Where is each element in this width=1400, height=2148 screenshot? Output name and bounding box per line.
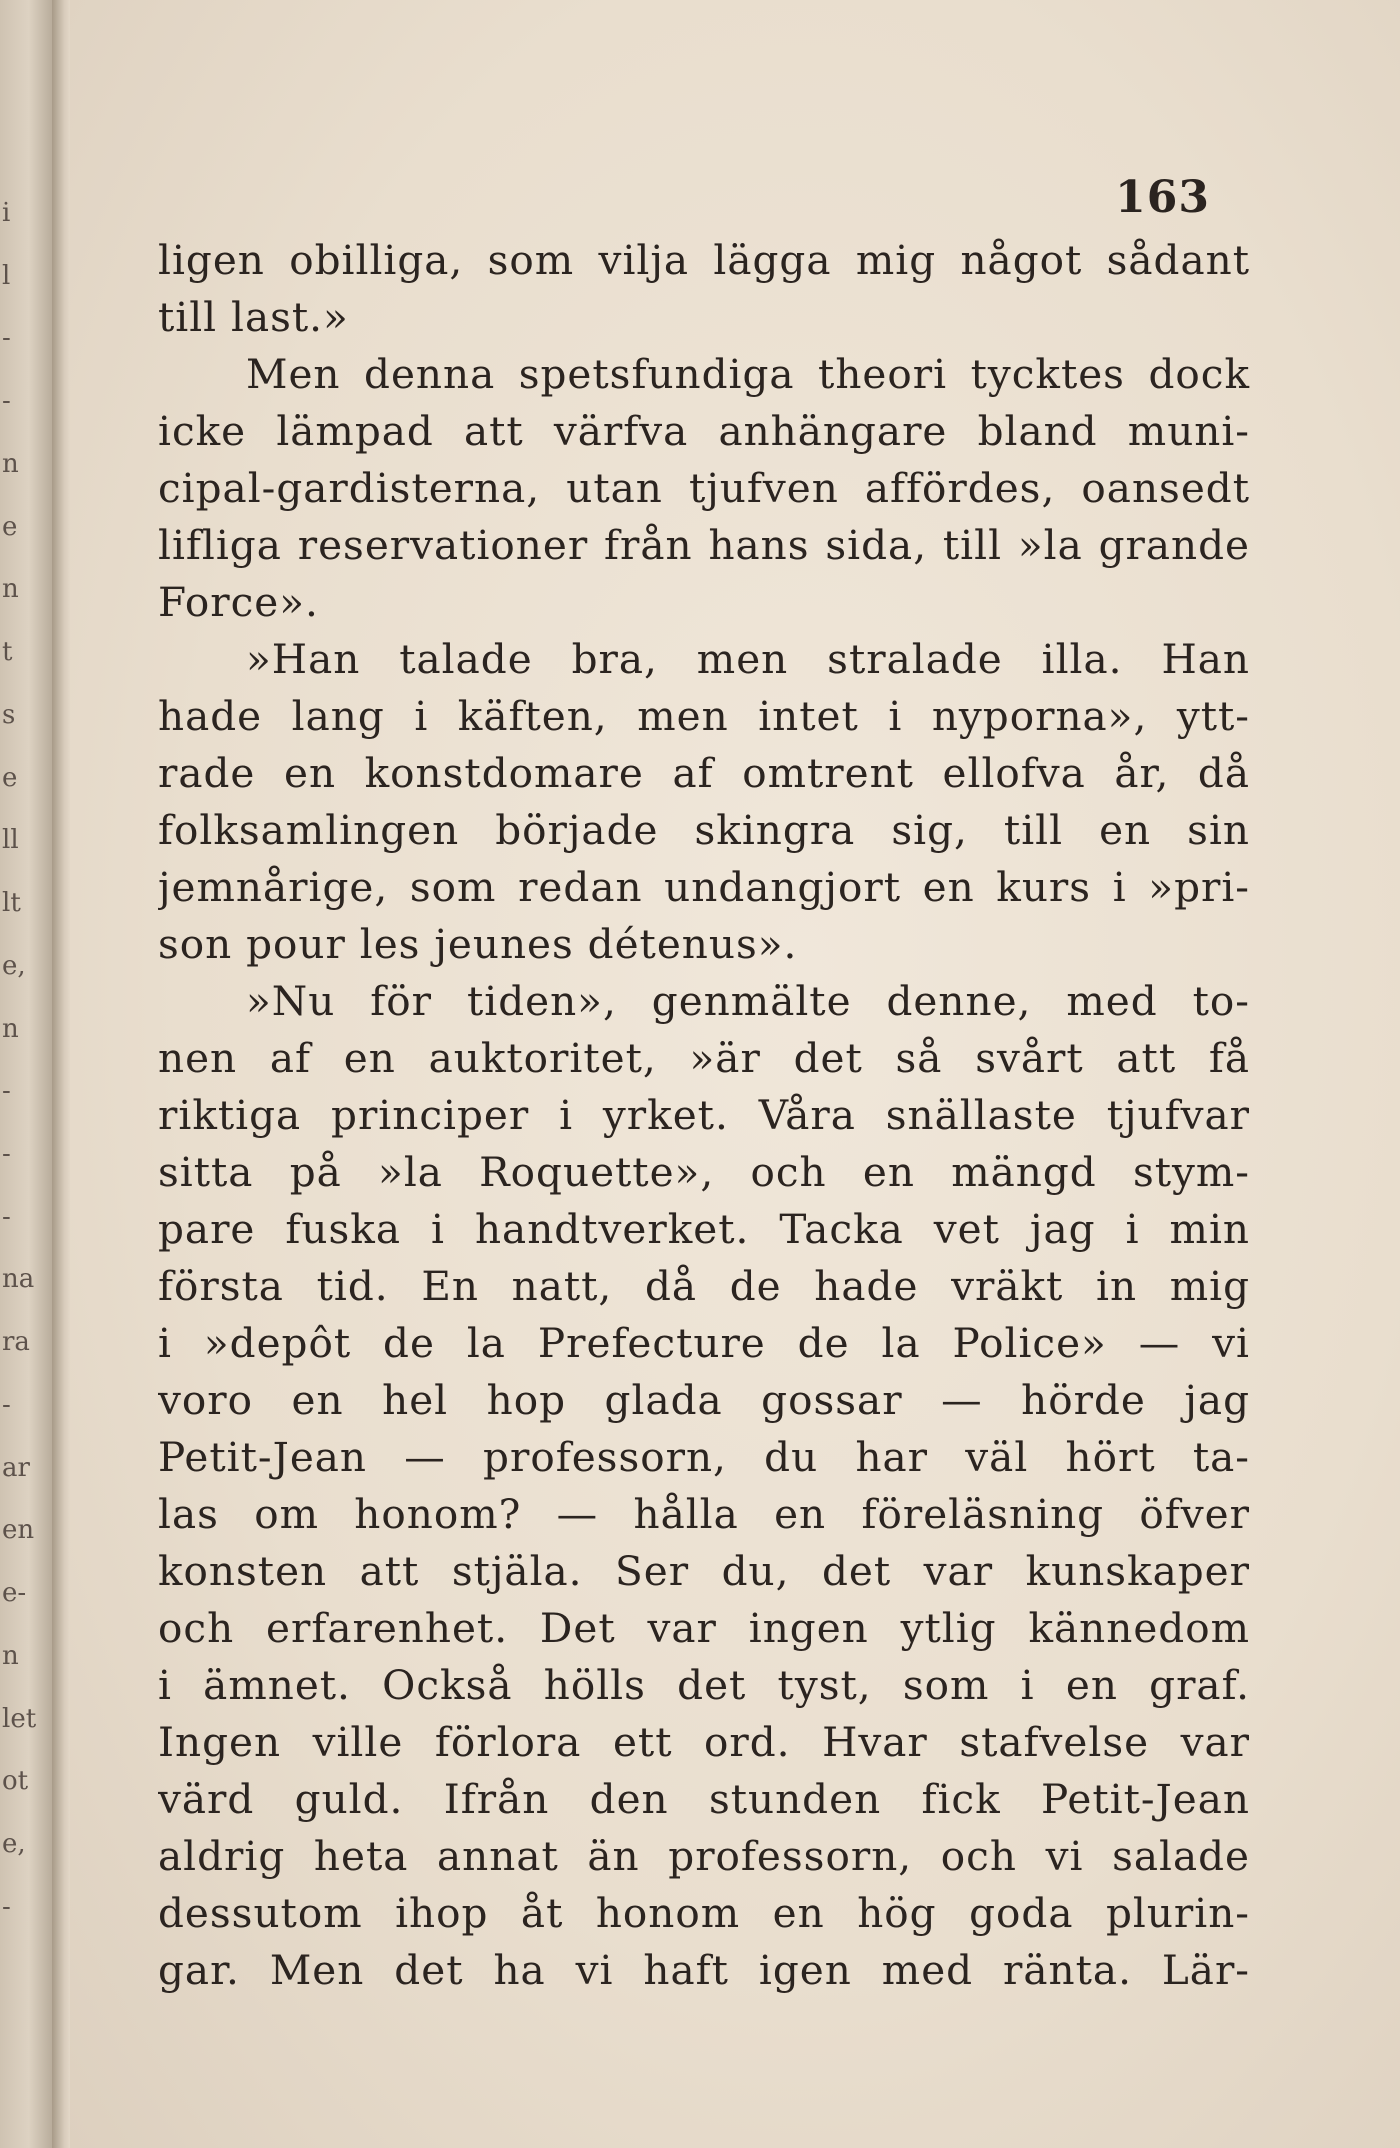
text-line: konsten att stjäla. Ser du, det var kunskaper: [158, 1547, 1250, 1595]
text-line: voro en hel hop glada gossar — hörde jag: [158, 1376, 1250, 1424]
margin-fragment: -: [2, 323, 11, 354]
text-line: riktiga principer i yrket. Våra snällaste tjufvar: [158, 1091, 1250, 1139]
margin-fragment: n: [2, 574, 19, 605]
text-line: dessutom ihop åt honom en hög goda plurin-: [158, 1889, 1250, 1937]
text-line: »Nu för tiden», genmälte denne, med to-: [246, 977, 1250, 1025]
margin-fragment: en: [2, 1515, 35, 1546]
text-line: första tid. En natt, då de hade vräkt in mig: [158, 1262, 1250, 1310]
margin-fragment: e: [2, 762, 18, 793]
facing-page-edge: [0, 0, 52, 2148]
margin-fragment: s: [2, 699, 16, 730]
margin-fragment: e: [2, 511, 18, 542]
margin-fragment: ar: [2, 1452, 30, 1483]
text-line: pare fuska i handtverket. Tacka vet jag i min: [158, 1205, 1250, 1253]
margin-fragment: ra: [2, 1327, 30, 1358]
text-line: sitta på »la Roquette», och en mängd stym-: [158, 1148, 1250, 1196]
text-line: Force».: [158, 578, 319, 626]
margin-fragment: n: [2, 1640, 19, 1671]
margin-fragment: -: [2, 1201, 11, 1232]
text-line: i »depôt de la Prefecture de la Police» — vi: [158, 1319, 1250, 1367]
body-text: [158, 232, 1250, 1999]
margin-fragment: -: [2, 1139, 11, 1170]
text-line: till last.»: [158, 293, 349, 341]
text-line: värd guld. Ifrån den stunden fick Petit-Jean: [158, 1775, 1250, 1823]
text-line: Ingen ville förlora ett ord. Hvar stafvelse var: [158, 1718, 1250, 1766]
page-number: 163: [1115, 172, 1210, 223]
margin-fragment: ll: [2, 825, 19, 856]
text-line: aldrig heta annat än professorn, och vi salade: [158, 1832, 1250, 1880]
margin-fragment: ot: [2, 1766, 29, 1797]
margin-fragment: -: [2, 1891, 11, 1922]
margin-fragment: e-: [2, 1578, 27, 1609]
margin-fragment: -: [2, 1389, 11, 1420]
text-line: hade lang i käften, men intet i nyporna», ytt-: [158, 692, 1250, 740]
text-line: Petit-Jean — professorn, du har väl hört ta-: [158, 1433, 1250, 1481]
margin-fragment: na: [2, 1264, 35, 1295]
text-line: icke lämpad att värfva anhängare bland muni-: [158, 407, 1250, 455]
margin-fragment: -: [2, 1076, 11, 1107]
text-line: cipal-gardisterna, utan tjufven affördes, oansedt: [158, 464, 1250, 512]
text-line: lifliga reservationer från hans sida, till »la grande: [158, 521, 1250, 569]
margin-fragment: e,: [2, 950, 26, 981]
text-line: las om honom? — hålla en föreläsning öfver: [158, 1490, 1250, 1538]
margin-fragment: t: [2, 637, 13, 668]
margin-fragment: e,: [2, 1829, 26, 1860]
facing-page-text-fragments: [2, 200, 42, 1920]
text-line: och erfarenhet. Det var ingen ytlig kännedom: [158, 1604, 1250, 1652]
book-gutter: [52, 0, 70, 2148]
text-line: »Han talade bra, men stralade illa. Han: [246, 635, 1250, 683]
text-line: ligen obilliga, som vilja lägga mig något sådant: [158, 236, 1250, 284]
margin-fragment: lt: [2, 888, 21, 919]
text-line: jemnårige, som redan undangjort en kurs i »pri-: [158, 863, 1250, 911]
margin-fragment: i: [2, 198, 11, 228]
margin-fragment: -: [2, 386, 11, 417]
book-page: [70, 0, 1400, 2148]
margin-fragment: l: [2, 260, 11, 291]
text-line: i ämnet. Också hölls det tyst, som i en graf.: [158, 1661, 1250, 1709]
text-line: Men denna spetsfundiga theori tycktes dock: [246, 350, 1250, 398]
margin-fragment: n: [2, 448, 19, 479]
text-line: nen af en auktoritet, »är det så svårt att få: [158, 1034, 1250, 1082]
text-line: folksamlingen började skingra sig, till en sin: [158, 806, 1250, 854]
margin-fragment: let: [2, 1703, 37, 1734]
text-line: rade en konstdomare af omtrent ellofva år, då: [158, 749, 1250, 797]
margin-fragment: n: [2, 1013, 19, 1044]
text-line: gar. Men det ha vi haft igen med ränta. Lär-: [158, 1946, 1250, 1994]
text-line: son pour les jeunes détenus».: [158, 920, 798, 968]
